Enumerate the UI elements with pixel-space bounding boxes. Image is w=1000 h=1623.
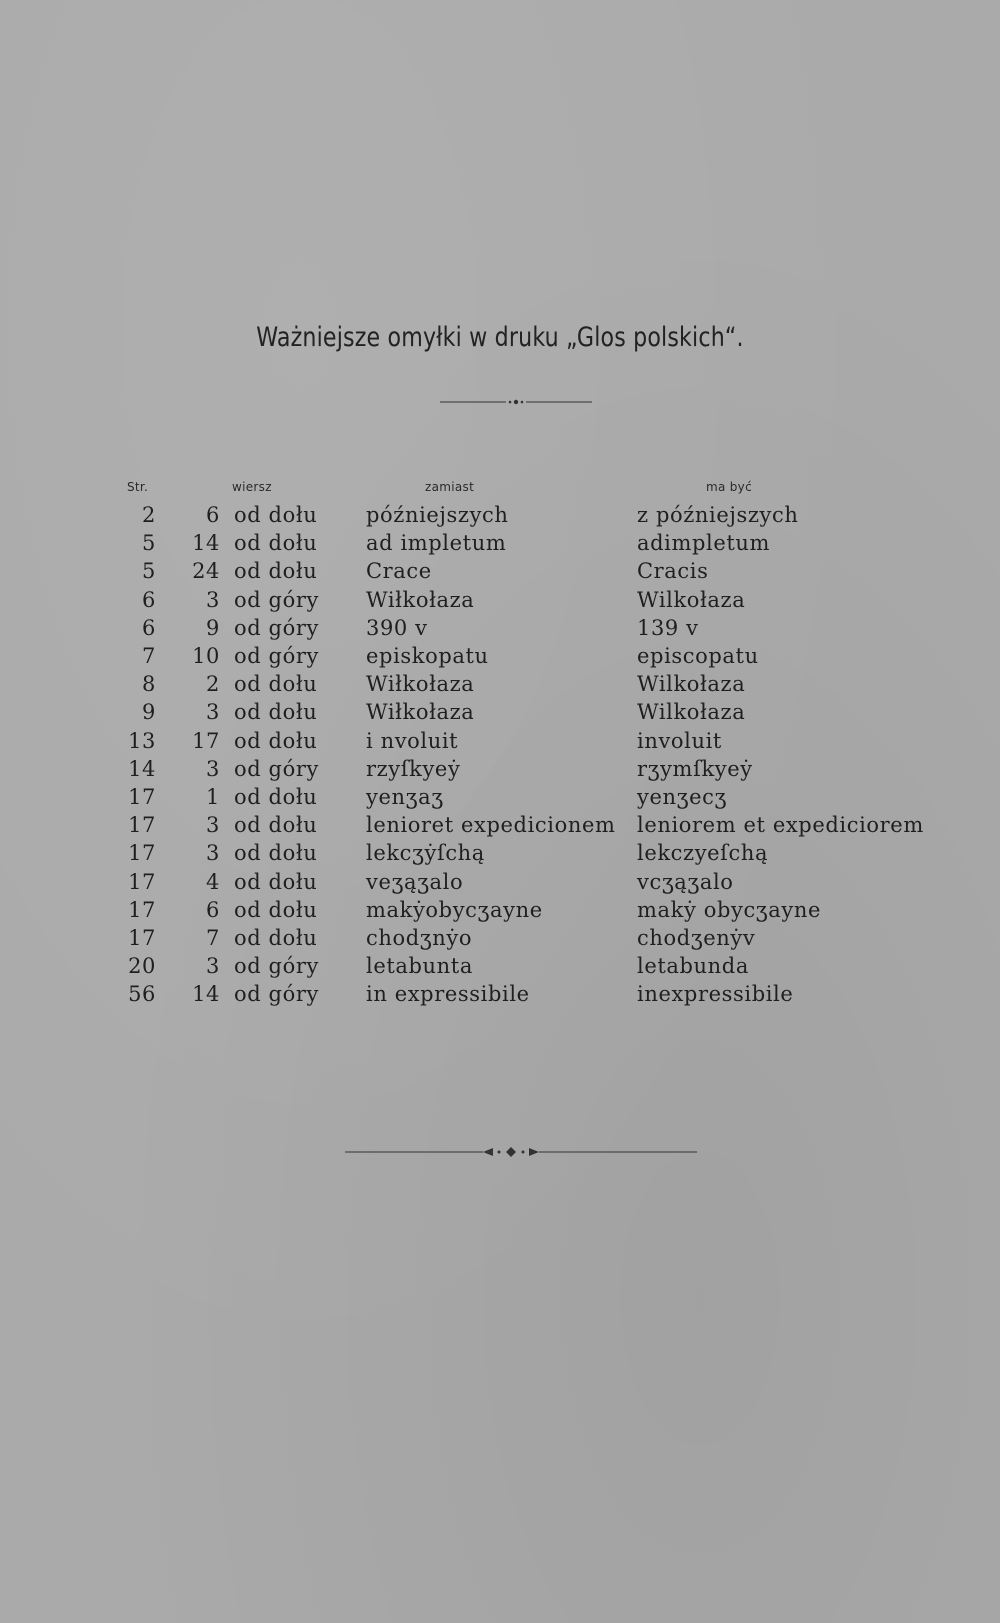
line-direction: od góry bbox=[234, 644, 319, 668]
line-direction: od góry bbox=[234, 982, 319, 1006]
table-row bbox=[0, 614, 1000, 642]
line-number: 14 bbox=[192, 531, 220, 555]
page-number: 17 bbox=[128, 870, 156, 894]
table-row bbox=[0, 586, 1000, 614]
line-direction: od dołu bbox=[234, 926, 318, 950]
column-header-str: Str. bbox=[127, 480, 149, 494]
table-row bbox=[0, 980, 1000, 1008]
incorrect-text: Crace bbox=[366, 559, 432, 583]
incorrect-text: rzyſkyeẏ bbox=[366, 757, 461, 781]
page-number: 20 bbox=[128, 954, 156, 978]
correct-text: episcopatu bbox=[637, 644, 759, 668]
line-number: 3 bbox=[206, 757, 220, 781]
line-number: 3 bbox=[206, 813, 220, 837]
line-number: 9 bbox=[206, 616, 220, 640]
correct-text: lekczyeſchą bbox=[637, 841, 769, 865]
incorrect-text: letabunta bbox=[366, 954, 473, 978]
correct-text: Wilkołaza bbox=[637, 700, 746, 724]
incorrect-text: lekcʒẏſchą bbox=[366, 841, 485, 865]
correct-text: vcʒąʒalo bbox=[637, 870, 734, 894]
correct-text: chodʒenẏv bbox=[637, 926, 756, 950]
table-row bbox=[0, 698, 1000, 726]
correct-text: makẏ obycʒayne bbox=[637, 898, 821, 922]
line-direction: od góry bbox=[234, 954, 319, 978]
incorrect-text: chodʒnẏo bbox=[366, 926, 473, 950]
page-number: 5 bbox=[142, 531, 156, 555]
incorrect-text: leniorеt expedicionem bbox=[366, 813, 616, 837]
column-header-wiersz: wiersz bbox=[232, 480, 272, 494]
line-number: 3 bbox=[206, 841, 220, 865]
line-number: 10 bbox=[192, 644, 220, 668]
correct-text: letabunda bbox=[637, 954, 749, 978]
incorrect-text: późniejszych bbox=[366, 503, 509, 527]
page-number: 17 bbox=[128, 926, 156, 950]
line-direction: od dołu bbox=[234, 898, 318, 922]
page-number: 8 bbox=[142, 672, 156, 696]
top-ornament-divider bbox=[440, 398, 592, 406]
table-row bbox=[0, 529, 1000, 557]
table-row bbox=[0, 501, 1000, 529]
incorrect-text: veʒąʒalo bbox=[366, 870, 464, 894]
line-number: 14 bbox=[192, 982, 220, 1006]
correct-text: yenʒecʒ bbox=[637, 785, 727, 809]
line-number: 24 bbox=[192, 559, 220, 583]
incorrect-text: makẏobycʒayne bbox=[366, 898, 543, 922]
table-row bbox=[0, 839, 1000, 867]
page-number: 17 bbox=[128, 813, 156, 837]
correct-text: Cracis bbox=[637, 559, 709, 583]
table-row bbox=[0, 896, 1000, 924]
incorrect-text: i nvoluit bbox=[366, 729, 459, 753]
table-row bbox=[0, 727, 1000, 755]
incorrect-text: yenʒaʒ bbox=[366, 785, 444, 809]
line-direction: od góry bbox=[234, 757, 319, 781]
line-direction: od dołu bbox=[234, 559, 318, 583]
table-row bbox=[0, 755, 1000, 783]
page-number: 17 bbox=[128, 785, 156, 809]
correct-text: rʒymſkyeẏ bbox=[637, 757, 753, 781]
line-direction: od dołu bbox=[234, 729, 318, 753]
incorrect-text: in expressibile bbox=[366, 982, 530, 1006]
line-direction: od góry bbox=[234, 588, 319, 612]
table-row bbox=[0, 557, 1000, 585]
incorrect-text: 390 v bbox=[366, 616, 428, 640]
page-number: 13 bbox=[128, 729, 156, 753]
line-direction: od dołu bbox=[234, 841, 318, 865]
line-direction: od dołu bbox=[234, 785, 318, 809]
correct-text: adimpletum bbox=[637, 531, 771, 555]
line-number: 6 bbox=[206, 503, 220, 527]
column-header-ma-byc: ma być bbox=[706, 480, 752, 494]
line-direction: od dołu bbox=[234, 672, 318, 696]
correct-text: involuit bbox=[637, 729, 722, 753]
page-number: 9 bbox=[142, 700, 156, 724]
correct-text: leniorem et expediciorem bbox=[637, 813, 924, 837]
line-direction: od dołu bbox=[234, 813, 318, 837]
line-number: 7 bbox=[206, 926, 220, 950]
table-row bbox=[0, 811, 1000, 839]
page-title: Ważniejsze omyłki w druku „Glos polskich“. bbox=[256, 322, 744, 353]
page-number: 17 bbox=[128, 841, 156, 865]
line-number: 4 bbox=[206, 870, 220, 894]
page-number: 5 bbox=[142, 559, 156, 583]
incorrect-text: Wiłkołaza bbox=[366, 672, 475, 696]
line-direction: od dołu bbox=[234, 870, 318, 894]
line-number: 3 bbox=[206, 588, 220, 612]
line-number: 17 bbox=[192, 729, 220, 753]
page-number: 7 bbox=[142, 644, 156, 668]
line-number: 3 bbox=[206, 954, 220, 978]
page-number: 14 bbox=[128, 757, 156, 781]
line-direction: od dołu bbox=[234, 503, 318, 527]
incorrect-text: episkopatu bbox=[366, 644, 489, 668]
incorrect-text: Wiłkołaza bbox=[366, 588, 475, 612]
table-row bbox=[0, 670, 1000, 698]
incorrect-text: Wiłkołaza bbox=[366, 700, 475, 724]
page-number: 17 bbox=[128, 898, 156, 922]
table-row bbox=[0, 783, 1000, 811]
correct-text: Wilkołaza bbox=[637, 588, 746, 612]
page-number: 6 bbox=[142, 588, 156, 612]
page-number: 6 bbox=[142, 616, 156, 640]
line-direction: od góry bbox=[234, 616, 319, 640]
line-direction: od dołu bbox=[234, 700, 318, 724]
bottom-ornament-divider bbox=[345, 1146, 697, 1158]
line-number: 1 bbox=[206, 785, 220, 809]
table-row bbox=[0, 924, 1000, 952]
line-direction: od dołu bbox=[234, 531, 318, 555]
incorrect-text: ad impletum bbox=[366, 531, 507, 555]
table-row bbox=[0, 952, 1000, 980]
correct-text: inexpressibile bbox=[637, 982, 794, 1006]
correct-text: 139 v bbox=[637, 616, 699, 640]
correct-text: z późniejszych bbox=[637, 503, 799, 527]
column-header-zamiast: zamiast bbox=[425, 480, 475, 494]
page-number: 56 bbox=[128, 982, 156, 1006]
table-row bbox=[0, 642, 1000, 670]
correct-text: Wilkołaza bbox=[637, 672, 746, 696]
page-number: 2 bbox=[142, 503, 156, 527]
line-number: 2 bbox=[206, 672, 220, 696]
table-row bbox=[0, 868, 1000, 896]
line-number: 3 bbox=[206, 700, 220, 724]
line-number: 6 bbox=[206, 898, 220, 922]
